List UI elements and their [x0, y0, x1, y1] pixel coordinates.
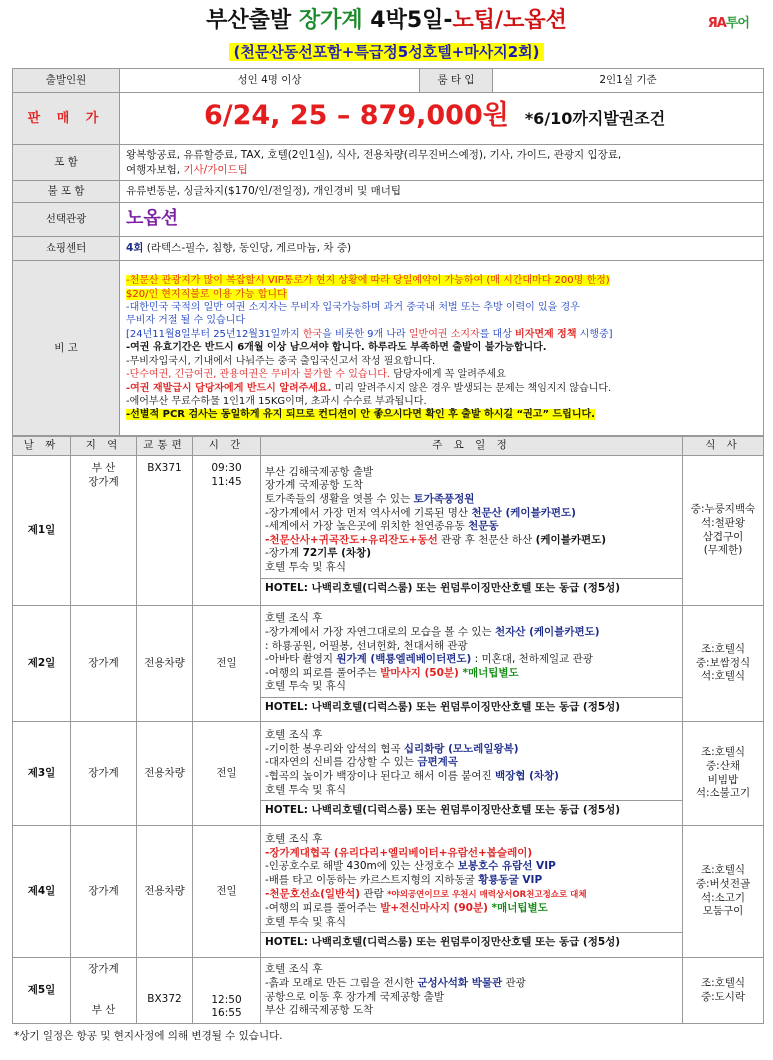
- day2-hotel: HOTEL: 나백리호텔(디럭스룸) 또는 윈덤루이징만산호텔 또는 동급 (정5성): [261, 697, 682, 717]
- departure-value: 성인 4명 이상: [120, 69, 420, 93]
- price-value: 6/24, 25 – 879,000원: [204, 100, 509, 131]
- day2-transport: 전용차량: [137, 606, 193, 722]
- day1-label: 제1일: [13, 456, 71, 606]
- day2-time: 전일: [193, 606, 261, 722]
- day3-label: 제3일: [13, 722, 71, 826]
- day2-row: [13, 606, 764, 722]
- brand-logo: ЯА투어: [707, 16, 749, 31]
- shop-label: 쇼핑센터: [13, 237, 120, 261]
- day3-region: 장가계: [71, 722, 137, 826]
- shop-value: 4회 (라텍스-필수, 침향, 동인당, 게르마늄, 차 중): [120, 237, 764, 261]
- day5-transport: BX372: [137, 958, 193, 1024]
- schedule-table: [12, 436, 764, 1024]
- exclude-label: 불 포 함: [13, 181, 120, 203]
- page-subtitle: (천문산동선포함+특급정5성호텔+마사지2회): [0, 41, 773, 65]
- price-label: 판 매 가: [13, 93, 120, 145]
- col-plan: 주 요 일 정: [261, 437, 683, 456]
- price-cell: [120, 93, 764, 145]
- option-value: 노옵션: [120, 203, 764, 237]
- footer-note: *상기 일정은 항공 및 현지사정에 의해 변경될 수 있습니다.: [14, 1030, 283, 1042]
- day3-hotel: HOTEL: 나백리호텔(디럭스룸) 또는 윈덤루이징만산호텔 또는 동급 (정5성): [261, 800, 682, 820]
- day1-plan: 부산 김해국제공항 출발 장가계 국제공항 도착 토가족들의 생활을 엿볼 수 있는 토가족풍정원 -장가계에서 가장 먼저 역사서에 기록된 명산 천문산 (케이블카편도) -세계에서 가장 높은곳에 위치한 천연종유동 천문동 -천문산사+귀곡잔도+유리잔도+동선 관광 후 천문산 하산 (케이블카편도) -장가계 72기루 (차창) 호텔 투숙 및 휴식 HOTEL: 나백리호텔(디럭스룸) 또는 윈덤루이징만산호텔 또는 동급 (정5성): [261, 456, 683, 606]
- day5-row: [13, 958, 764, 1024]
- day5-time: 12:50 16:55: [193, 958, 261, 1024]
- departure-label: 출발인원: [13, 69, 120, 93]
- day1-hotel: HOTEL: 나백리호텔(디럭스룸) 또는 윈덤루이징만산호텔 또는 동급 (정5성): [261, 578, 682, 598]
- day4-time: 전일: [193, 826, 261, 958]
- day3-meal: 조:호텔식 중:산채 비빔밥 석:소불고기: [683, 722, 764, 826]
- day5-region: 장가계 부 산: [71, 958, 137, 1024]
- day3-row: [13, 722, 764, 826]
- room-label: 룸 타 입: [420, 69, 493, 93]
- exclude-value: 유류변동분, 싱글차지($170/인/전일정), 개인경비 및 매너팁: [120, 181, 764, 203]
- day5-plan: 호텔 조식 후 -흙과 모래로 만든 그림을 전시한 군성사석화 박물관 관광 공항으로 이동 후 장가계 국제공항 출발 부산 김해국제공항 도착: [261, 958, 683, 1024]
- day4-transport: 전용차량: [137, 826, 193, 958]
- day4-plan: 호텔 조식 후 -장가계대협곡 (유리다리+엘리베이터+유람선+봅슬레이) -인공호수로 해발 430m에 있는 산정호수 보봉호수 유람선 VIP -배를 타고 이동하는 카르스트지형의 지하동굴 황룡동굴 VIP -천문호선쇼(일반석) 관람 *야외공연이므로 우천시 매력상서OR천고정쇼로 대체 -여행의 피로를 풀어주는 발+전신마사지 (90분) *매너팁별도 호텔 투숙 및 휴식 HOTEL: 나백리호텔(디럭스룸) 또는 윈덤루이징만산호텔 또는 동급 (정5성): [261, 826, 683, 958]
- option-label: 선택관광: [13, 203, 120, 237]
- day3-plan: 호텔 조식 후 -기이한 봉우리와 암석의 협곡 십리화랑 (모노레일왕복) -대자연의 신비를 감상할 수 있는 금편계곡 -협곡의 높이가 백장이나 된다고 해서 이름 붙여진 백장협 (차창) 호텔 투숙 및 휴식 HOTEL: 나백리호텔(디럭스룸) 또는 윈덤루이징만산호텔 또는 동급 (정5성): [261, 722, 683, 826]
- room-value: 2인1실 기준: [493, 69, 764, 93]
- day5-meal: 조:호텔식 중:도시락: [683, 958, 764, 1024]
- day1-region: 부 산 장가계: [71, 456, 137, 606]
- day5-label: 제5일: [13, 958, 71, 1024]
- col-region: 지 역: [71, 437, 137, 456]
- note-list: -천문산 관광지가 많이 복잡할시 VIP통로가 현지 상황에 따라 당일예약이 가능하여 (매 시간대마다 200명 한정) $20/인 현지직불로 이용 가능 합니다 -대한민국 국적의 일반 여권 소지자는 무비자 입국가능하며 과거 중국내 처벌 또는 추방 이력이 있을 경우 무비자 거절 될 수 있습니다 [24년11월8일부터 25년12월31일까지 한국을 비롯한 9개 나라 일반여권 소지자를 대상 비자면제 정책 시행중] -여권 유효기간은 반드시 6개월 이상 남으셔야 합니다. 하루라도 부족하면 출발이 불가능합니다. -무비자입국시, 기내에서 나눠주는 중국 출입국신고서 작성 필요합니다. -단수여권, 긴급여권, 관용여권은 무비자 불가할 수 있습니다. 담당자에게 꼭 알려주세요 -여권 재발급시 담당자에게 반드시 알려주세요. 미리 알려주시지 않은 경우 발생되는 문제는 책임지지 않습니다. -에어부산 무료수하물 1인1개 15KG이며, 초과시 수수료 부과됩니다. -선별적 PCR 검사는 동일하게 유지 되므로 컨디션이 안 좋으시다면 확인 후 출발 하시길 “권고” 드립니다.: [120, 261, 764, 436]
- day2-label: 제2일: [13, 606, 71, 722]
- day1-meal: 중:누룽지백숙 석:철판왕 삼겹구이 (무제한): [683, 456, 764, 606]
- page-title: 부산출발 장가계 4박5일-노팁/노옵션: [206, 8, 567, 33]
- day2-meal: 조:호텔식 중:보쌈정식 석:호텔식: [683, 606, 764, 722]
- col-time: 시 간: [193, 437, 261, 456]
- day4-hotel: HOTEL: 나백리호텔(디럭스룸) 또는 윈덤루이징만산호텔 또는 동급 (정5성): [261, 932, 682, 952]
- include-label: 포 함: [13, 145, 120, 181]
- col-date: 날 짜: [13, 437, 71, 456]
- day1-row: [13, 456, 764, 606]
- day1-time: 09:30 11:45: [193, 456, 261, 606]
- include-value: 왕복항공료, 유류할증료, TAX, 호텔(2인1실), 식사, 전용차량(리무진버스예정), 기사, 가이드, 관광지 입장료, 여행자보험, 기사/가이드팁: [120, 145, 764, 181]
- day3-time: 전일: [193, 722, 261, 826]
- day2-region: 장가계: [71, 606, 137, 722]
- col-meal: 식 사: [683, 437, 764, 456]
- day4-region: 장가계: [71, 826, 137, 958]
- info-table: [12, 68, 764, 436]
- day2-plan: 호텔 조식 후 -장가계에서 가장 자연그대로의 모습을 볼 수 있는 천자산 (케이블카편도) : 하룡공원, 어필봉, 선녀헌화, 천대서해 관광 -아바타 촬영지 원가계 (백룡엘레베이터편도) : 미혼대, 천하제일교 관광 -여행의 피로를 풀어주는 발마사지 (50분) *매너팁별도 호텔 투숙 및 휴식 HOTEL: 나백리호텔(디럭스룸) 또는 윈덤루이징만산호텔 또는 동급 (정5성): [261, 606, 683, 722]
- day3-transport: 전용차량: [137, 722, 193, 826]
- day4-meal: 조:호텔식 중:버섯전골 석:소고기 모둠구이: [683, 826, 764, 958]
- note-label: 비 고: [13, 261, 120, 436]
- day4-row: [13, 826, 764, 958]
- day1-transport: BX371: [137, 456, 193, 606]
- day4-label: 제4일: [13, 826, 71, 958]
- col-transport: 교통편: [137, 437, 193, 456]
- price-note: *6/10까지발권조건: [524, 109, 666, 128]
